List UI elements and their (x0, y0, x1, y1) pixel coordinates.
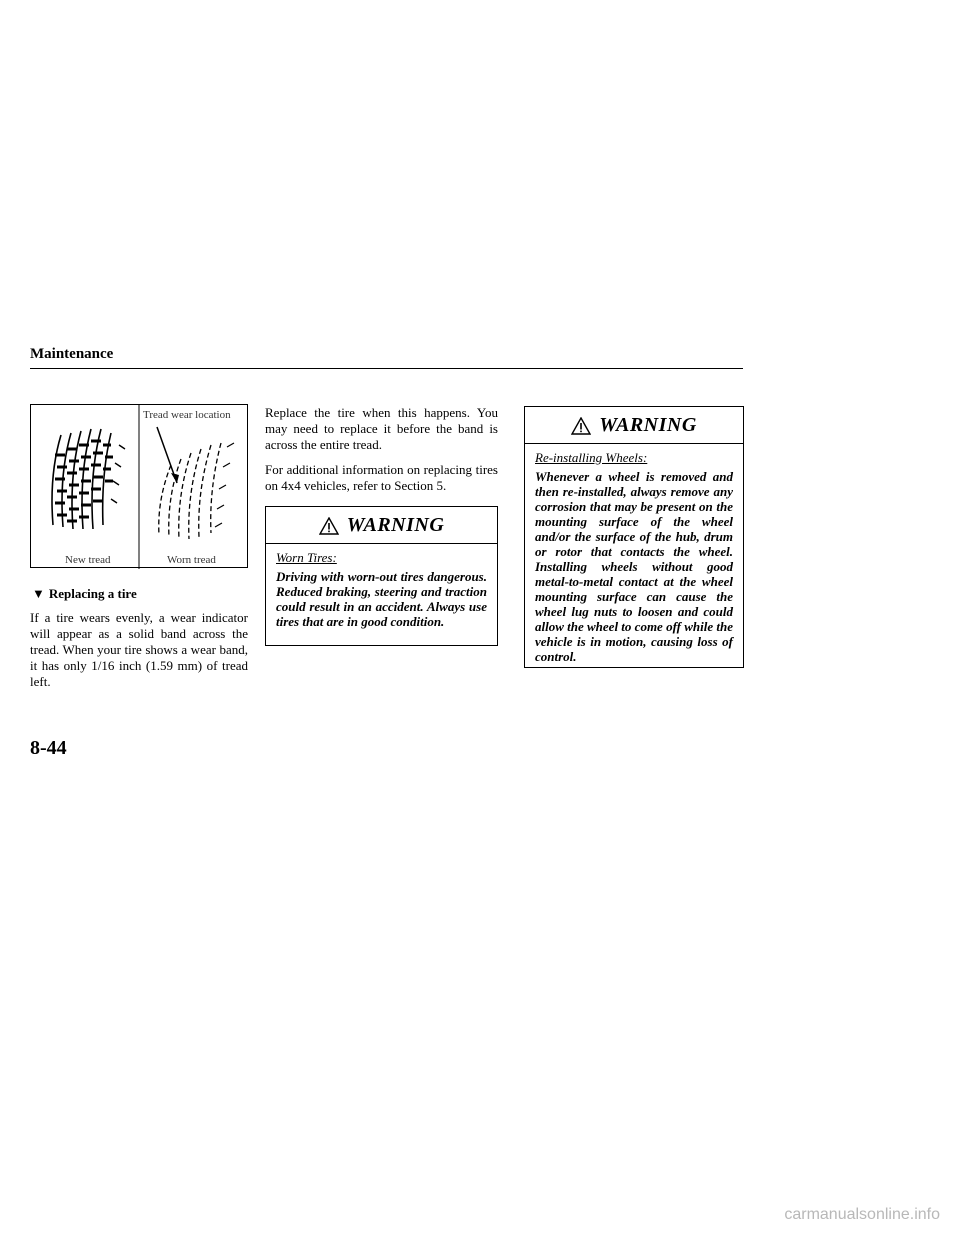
warning-title: WARNING (599, 414, 697, 436)
warning-box-worn-tires (265, 506, 498, 646)
section-marker-icon: ▼ (32, 586, 45, 601)
warning-triangle-icon (571, 417, 591, 435)
warning-header (525, 407, 743, 444)
replace-tire-paragraph: Replace the tire when this happens. You may need to replace it before the band is across the entire tread. (265, 405, 498, 452)
warning-body: Whenever a wheel is removed and then re-installed, always remove any corrosion that may be present on the mounting surface of the wheel and/or the surface of the hub, drum or rotor that contacts the wheel. Installing wheels without good metal-to-metal contact at the wheel mounting surface can cause the wheel lug nuts to loosen and could allow the wheel to come off while the vehicle is in motion, causing loss of control. (535, 469, 734, 664)
tread-wear-location-label: Tread wear location (143, 409, 231, 421)
warning-triangle-icon (319, 517, 339, 535)
warning-subtitle: Re-installing Wheels: (535, 450, 648, 465)
section-heading (32, 586, 137, 602)
new-tread-pattern (52, 429, 125, 529)
warning-subtitle: Worn Tires: (276, 550, 337, 565)
warning-body: Driving with worn-out tires dangerous. Reduced braking, steering and traction could result in an accident. Always use tires that are in good condition. (276, 569, 487, 629)
watermark-text: carmanualsonline.info (784, 1206, 940, 1223)
warning-box-reinstalling-wheels (524, 406, 744, 668)
tread-wear-figure (30, 404, 248, 568)
warning-title: WARNING (346, 514, 445, 536)
new-tread-label: New tread (65, 554, 111, 566)
worn-tread-label: Worn tread (167, 554, 216, 566)
warning-header (266, 507, 497, 544)
replacing-tire-paragraph: If a tire wears evenly, a wear indicator will appear as a solid band across the tread. When your tire shows a wear band, it has only 1/16 inch (1.59 mm) of tread left. (30, 610, 248, 689)
header-divider (30, 368, 743, 369)
section-heading-text: Replacing a tire (48, 586, 137, 601)
page-number: 8-44 (30, 737, 67, 759)
page-header-title: Maintenance (30, 346, 114, 362)
tread-illustration (31, 405, 249, 569)
additional-info-paragraph: For additional information on replacing tires on 4x4 vehicles, refer to Section 5. (265, 462, 498, 493)
